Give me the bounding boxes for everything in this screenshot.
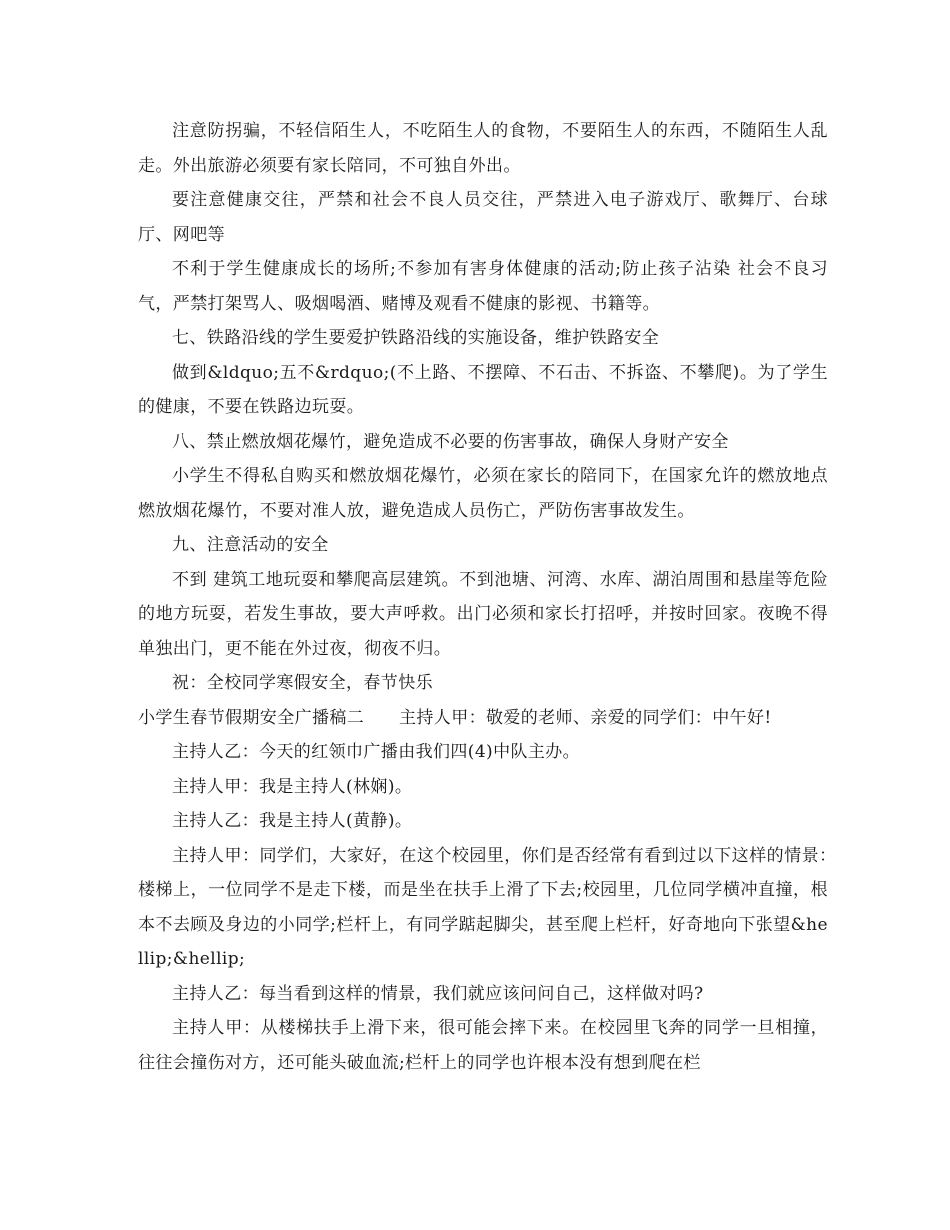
paragraph-wishes: 祝：全校同学寒假安全，春节快乐 bbox=[172, 673, 433, 693]
paragraph-unhealthy-places: 不利于学生健康成长的场所;不参加有害身体健康的活动;防止孩子沾染 社会不良习气，严禁打架骂人、吸烟喝酒、赌博及观看不健康的影视、书籍等。 bbox=[138, 259, 828, 314]
heading-fireworks-ban: 八、禁止燃放烟花爆竹，避免造成不必要的伤害事故，确保人身财产安全 bbox=[172, 431, 729, 452]
paragraph-anti-abduction: 注意防拐骗，不轻信陌生人，不吃陌生人的食物，不要陌生人的东西，不随陌生人乱走。外出旅游必须要有家长陪同，不可独自外出。 bbox=[138, 121, 828, 176]
paragraph-five-nots: 做到&ldquo;五不&rdquo;(不上路、不摆障、不石击、不拆盗、不攀爬)。为了学生的健康，不要在铁路边玩耍。 bbox=[138, 362, 828, 417]
dialogue-line: 主持人乙：今天的红领巾广播由我们四(4)中队主办。 bbox=[172, 742, 581, 762]
heading-activity-safety: 九、注意活动的安全 bbox=[172, 535, 329, 555]
paragraph-activity-safety: 不到 建筑工地玩耍和攀爬高层建筑。不到池塘、河湾、水库、湖泊周围和悬崖等危险的地方玩耍，若发生事故，要大声呼救。出门必须和家长打招呼，并按时回家。夜晚不得单独出门，更不能在外过夜，彻夜不归。 bbox=[138, 569, 828, 659]
dialogue-line: 主持人乙：每当看到这样的情景，我们就应该问问自己，这样做对吗? bbox=[172, 983, 704, 1004]
paragraph-healthy-contact: 要注意健康交往，严禁和社会不良人员交往，严禁进入电子游戏厅、歌舞厅、台球厅、网吧等 bbox=[138, 190, 828, 245]
document-page bbox=[138, 114, 846, 1080]
heading-broadcast-script-two: 小学生春节假期安全广播稿二 主持人甲：敬爱的老师、亲爱的同学们：中午好! bbox=[138, 707, 772, 728]
dialogue-line: 主持人甲：从楼梯扶手上滑下来，很可能会摔下来。在校园里飞奔的同学一旦相撞，往往会撞伤对方，还可能头破血流;栏杆上的同学也许根本没有想到爬在栏 bbox=[138, 1018, 828, 1073]
dialogue-line: 主持人甲：同学们，大家好，在这个校园里，你们是否经常有看到过以下这样的情景： 楼梯上，一位同学不是走下楼，而是坐在扶手上滑了下去;校园里，几位同学横冲直撞，根本不去顾及身边的小同学;栏杆上，有同学踮起脚尖，甚至爬上栏杆，好奇地向下张望&hellip;&hellip; bbox=[138, 845, 846, 969]
heading-railway-safety: 七、铁路沿线的学生要爱护铁路沿线的实施设备，维护铁路安全 bbox=[172, 328, 660, 348]
paragraph-fireworks: 小学生不得私自购买和燃放烟花爆竹，必须在家长的陪同下，在国家允许的燃放地点燃放烟花爆竹，不要对准人放，避免造成人员伤亡，严防伤害事故发生。 bbox=[138, 466, 828, 521]
dialogue-line: 主持人乙：我是主持人(黄静)。 bbox=[172, 811, 413, 831]
dialogue-line: 主持人甲：我是主持人(林娴)。 bbox=[172, 776, 413, 797]
